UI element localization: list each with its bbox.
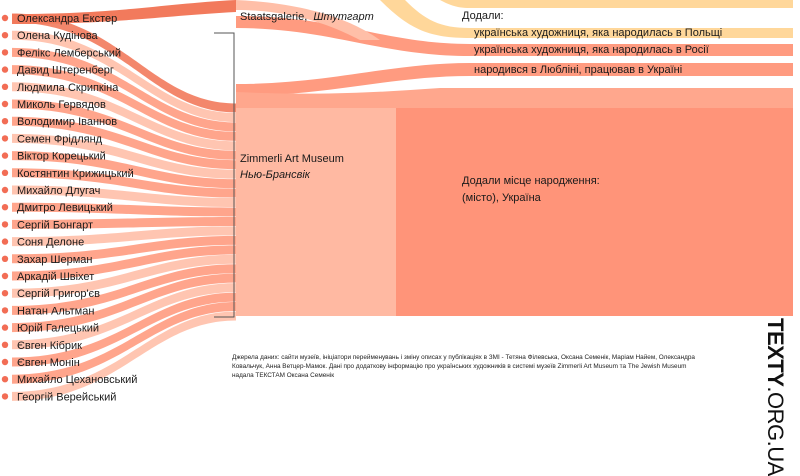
artist-dot: [2, 290, 8, 296]
birthplace-format: (місто), Україна: [462, 192, 541, 204]
artist-label: Євген Монін: [17, 357, 80, 369]
added-item-3: народився в Любліні, працював в Україні: [474, 64, 683, 76]
artist-dot: [2, 359, 8, 365]
flow-top-strip: [440, 0, 793, 8]
artist-label: Дмитро Левицький: [17, 202, 113, 215]
added-item-2: українська художниця, яка народилась в Росії: [474, 44, 709, 56]
artist-label: Аркадій Швіхет: [17, 271, 95, 283]
artist-dot: [2, 221, 8, 227]
artist-dot: [2, 170, 8, 176]
artist-dot: [2, 238, 8, 244]
artist-dot: [2, 204, 8, 210]
staatsgalerie-name: Staatsgalerie,: [240, 11, 308, 23]
texty-logo[interactable]: [748, 318, 788, 476]
artist-dot: [2, 307, 8, 313]
artist-label: Сергій Бонгарт: [17, 219, 94, 232]
logo-light-part: .ORG.UA: [763, 386, 788, 476]
artist-label: Олександра Екстер: [17, 13, 118, 25]
artist-label: Соня Делоне: [17, 236, 85, 249]
added-heading: Додали:: [462, 10, 504, 22]
artist-label: Юрій Галецький: [17, 322, 100, 335]
artist-label: Миколь Гервядов: [17, 99, 106, 111]
artist-label: Захар Шерман: [17, 253, 93, 266]
artist-dot: [2, 118, 8, 124]
zimmerli-node: [236, 108, 396, 316]
artist-label: Семен Фрідлянд: [17, 133, 103, 146]
artist-label: Євген Кібрик: [17, 339, 82, 352]
artist-label: Олена Кудінова: [17, 30, 98, 43]
artist-label: Давид Штеренберг: [17, 64, 114, 77]
artist-label: Людмила Скрипкіна: [17, 81, 119, 94]
staatsgalerie-city: Штутгарт: [313, 11, 374, 23]
artist-dot: [2, 15, 8, 21]
source-note: Джерела даних: сайти музеїв, ініціатори перейменувань і зміну описах у публікаціях в ЗМІ - Тетяна Філевська, Оксана Семенік, Маріам Найем, Олександра Ковальчук, Анна Ветцер-Мамок. Дані про додаткову інформацію про українських художників в системі музеїв Zimmerli Art Museum та The Jewish Museum надала ТЕКСТАМ Оксана Семенік: [232, 354, 695, 379]
artist-dot: [2, 256, 8, 262]
artist-dot: [2, 32, 8, 38]
artist-dot: [2, 324, 8, 330]
artist-dot: [2, 66, 8, 72]
artist-dot: [2, 393, 8, 399]
birthplace-block: [396, 108, 793, 316]
artist-label: Натан Альтман: [17, 305, 95, 318]
artist-dot: [2, 101, 8, 107]
staatsgalerie-label: [240, 11, 374, 23]
artist-dot: [2, 135, 8, 141]
zimmerli-name: Zimmerli Art Museum: [240, 153, 344, 165]
logo-bold-part: TEXTY: [763, 318, 788, 387]
upper-block: [236, 88, 793, 108]
birthplace-heading: Додали місце народження:: [462, 175, 600, 187]
artist-dot: [2, 342, 8, 348]
artist-label: Фелікс Лемберський: [17, 47, 121, 60]
artist-dot: [2, 273, 8, 279]
artist-label: Михайло Цехановський: [17, 374, 138, 387]
artist-dot: [2, 49, 8, 55]
zimmerli-city: Нью-Брансвік: [240, 169, 310, 181]
artist-label: Сергій Григор'єв: [17, 288, 100, 301]
artist-label: Костянтин Крижицький: [17, 167, 134, 180]
artist-dot: [2, 84, 8, 90]
artist-label: Михайло Длугач: [17, 185, 101, 197]
artist-dot-layer: [2, 15, 8, 400]
artist-label: Георгій Верейський: [17, 391, 117, 404]
artist-dot: [2, 152, 8, 158]
artist-dot: [2, 187, 8, 193]
added-item-1: українська художниця, яка народилась в Польщі: [474, 27, 723, 39]
artist-label: Володимир Іваннов: [17, 116, 118, 129]
artist-dot: [2, 376, 8, 382]
artist-label: Віктор Корецький: [17, 150, 106, 163]
